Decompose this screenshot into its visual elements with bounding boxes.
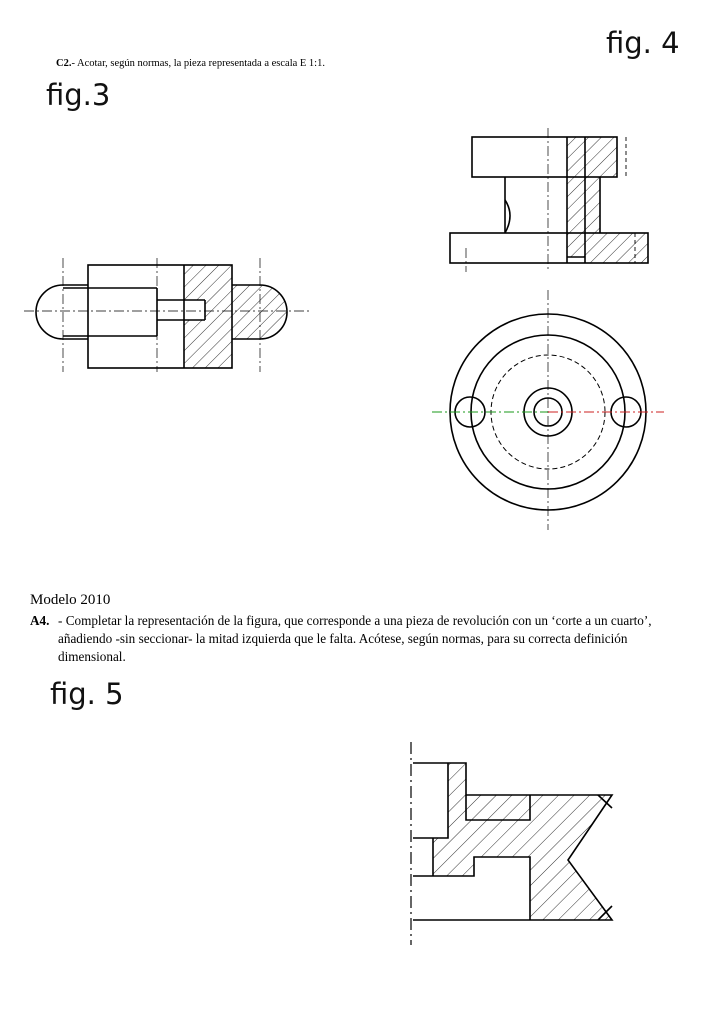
exercise-c2-text: - Acotar, según normas, la pieza representada a escala E 1:1.	[71, 58, 325, 69]
exercise-c2-number: C2.	[56, 58, 72, 69]
fig4-plan-view	[425, 280, 680, 535]
fig5-label: fig. 5	[50, 677, 124, 711]
fig3-drawing	[20, 255, 320, 375]
fig3-label: fig.3	[46, 78, 111, 112]
fig4-section-view	[440, 125, 670, 275]
model-heading: Modelo 2010	[30, 592, 111, 608]
exercise-c2-statement	[56, 58, 325, 69]
fig4-label: fig. 4	[606, 26, 680, 60]
exercise-a4-number: A4.	[30, 613, 50, 628]
fig5-drawing	[400, 740, 620, 950]
exercise-a4-text: - Completar la representación de la figura, que corresponde a una pieza de revolución con un ‘corte a un cuarto’, añadiendo -sin seccionar- la mitad izquierda que le falta. Acótese, según normas, para su correcta definición dimensional.	[58, 613, 652, 664]
exercise-a4-statement	[30, 612, 692, 666]
